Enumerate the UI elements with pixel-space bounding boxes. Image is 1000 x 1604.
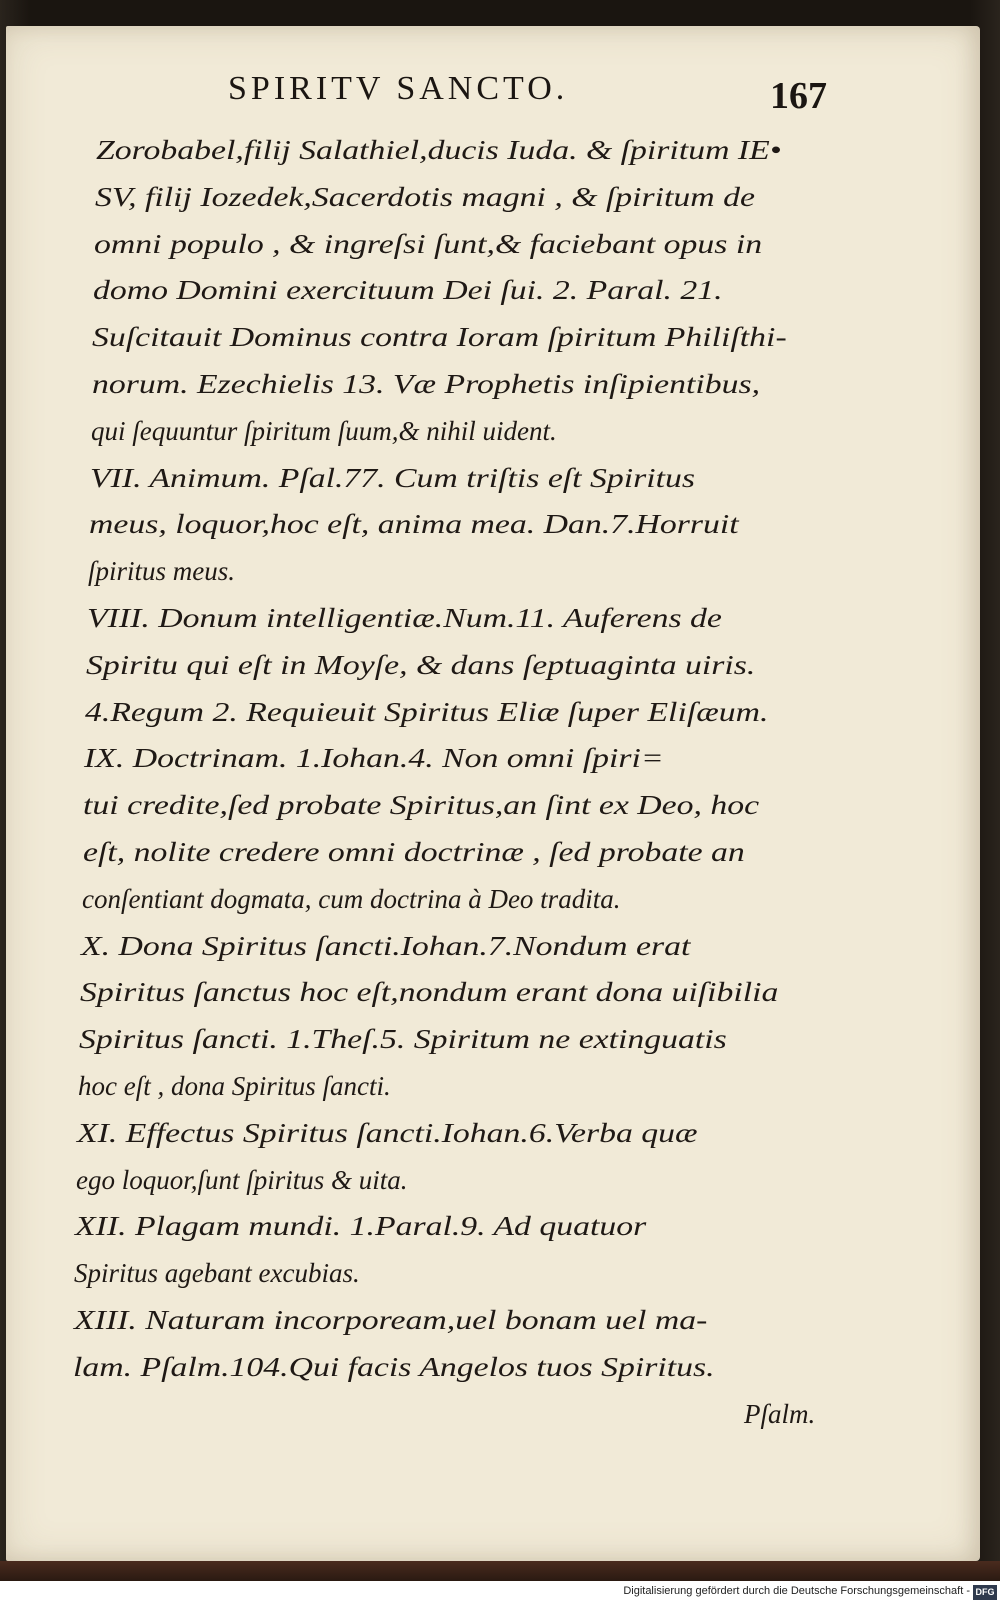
footer-bar bbox=[0, 1581, 1000, 1604]
catchword: Pſalm. bbox=[744, 1399, 816, 1429]
running-head: SPIRITV SANCTO. bbox=[228, 70, 569, 107]
text-line: meus, loquor,hoc eſt, anima mea. Dan.7.Horruit bbox=[89, 509, 739, 539]
text-line: Spiritu qui eſt in Moyſe, & dans ſeptuaginta uiris. bbox=[86, 650, 756, 680]
body-text bbox=[70, 128, 835, 1428]
text-line: XIII. Naturam incorpoream,uel bonam uel ma- bbox=[74, 1305, 708, 1335]
text-line: hoc eſt , dona Spiritus ſancti. bbox=[78, 1071, 391, 1101]
text-line: Spiritus ſancti. 1.Theſ.5. Spiritum ne extinguatis bbox=[79, 1024, 727, 1054]
book-cover-edge bbox=[0, 1561, 1000, 1581]
text-line: XI. Effectus Spiritus ſancti.Iohan.6.Verba quæ bbox=[77, 1118, 698, 1148]
text-line: conſentiant dogmata, cum doctrina à Deo tradita. bbox=[82, 884, 621, 914]
text-line: Zorobabel,filij Salathiel,ducis Iuda. & ſpiritum IE• bbox=[96, 135, 782, 165]
text-line: Spiritus agebant excubias. bbox=[74, 1258, 360, 1288]
dfg-logo: DFG bbox=[973, 1585, 997, 1600]
text-line: tui credite,ſed probate Spiritus,an ſint ex Deo, hoc bbox=[83, 790, 760, 820]
text-line: VIII. Donum intelligentiæ.Num.11. Auferens de bbox=[87, 603, 722, 633]
text-line: Suſcitauit Dominus contra Ioram ſpiritum Philiſthi- bbox=[92, 322, 787, 352]
text-line: domo Domini exercituum Dei ſui. 2. Paral. 21. bbox=[93, 275, 723, 305]
text-line: X. Dona Spiritus ſancti.Iohan.7.Nondum erat bbox=[81, 931, 691, 961]
text-line: Spiritus ſanctus hoc eſt,nondum erant dona uiſibilia bbox=[80, 977, 779, 1007]
page-number: 167 bbox=[770, 75, 827, 117]
text-line: VII. Animum. Pſal.77. Cum triſtis eſt Spiritus bbox=[90, 463, 696, 493]
text-line: omni populo , & ingreſsi ſunt,& faciebant opus in bbox=[94, 229, 763, 259]
footer-credit: Digitalisierung gefördert durch die Deutsche Forschungsgemeinschaft - bbox=[623, 1585, 970, 1597]
text-line: ego loquor,ſunt ſpiritus & uita. bbox=[76, 1165, 408, 1195]
text-line: IX. Doctrinam. 1.Iohan.4. Non omni ſpiri= bbox=[84, 743, 664, 773]
text-line: qui ſequuntur ſpiritum ſuum,& nihil uident. bbox=[91, 416, 557, 446]
text-line: lam. Pſalm.104.Qui facis Angelos tuos Spiritus. bbox=[73, 1352, 715, 1382]
text-line: norum. Ezechielis 13. Væ Prophetis inſipientibus, bbox=[92, 369, 761, 399]
text-line: XII. Plagam mundi. 1.Paral.9. Ad quatuor bbox=[75, 1211, 647, 1241]
text-line: eſt, nolite credere omni doctrinæ , ſed probate an bbox=[83, 837, 745, 867]
text-line: ſpiritus meus. bbox=[88, 556, 236, 586]
text-line: SV, filij Iozedek,Sacerdotis magni , & ſpiritum de bbox=[95, 182, 755, 212]
text-line: 4.Regum 2. Requieuit Spiritus Eliæ ſuper Eliſæum. bbox=[85, 697, 769, 727]
